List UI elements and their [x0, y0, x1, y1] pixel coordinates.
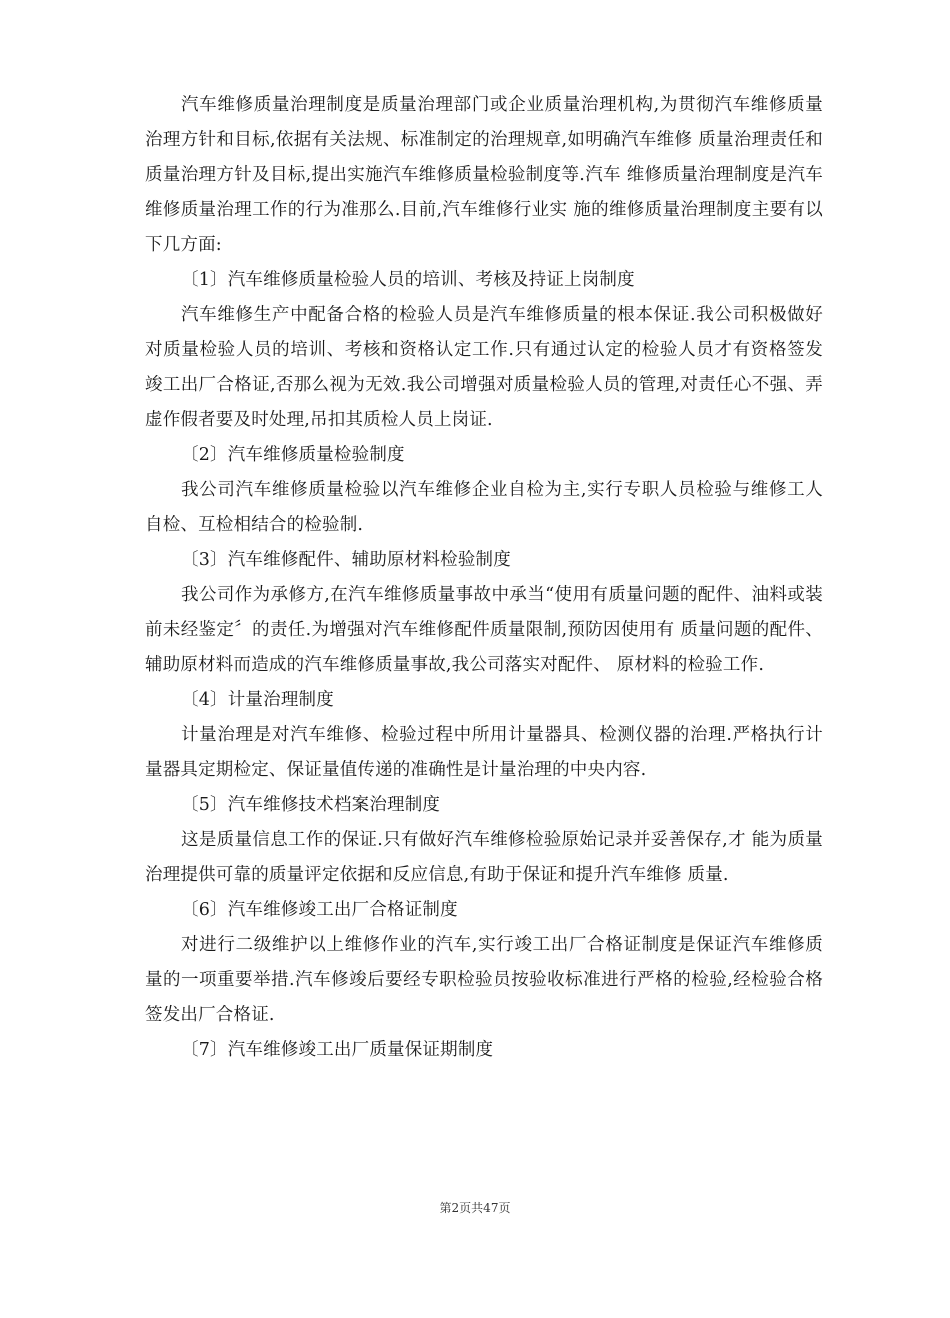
- section-heading: 〔7〕汽车维修竣工出厂质量保证期制度: [181, 1040, 494, 1060]
- section-heading: 〔4〕计量治理制度: [181, 690, 334, 710]
- section-heading: 〔2〕汽车维修质量检验制度: [181, 445, 405, 465]
- document-body: [145, 88, 823, 1068]
- section-heading: 〔1〕汽车维修质量检验人员的培训、考核及持证上岗制度: [181, 270, 635, 290]
- body-paragraph: 我公司作为承修方,在汽车维修质量事故中承当“使用有质量问题的配件、油料或装前未经鉴定〞的责任.为增强对汽车维修配件质量限制,预防因使用有 质量问题的配件、辅助原材料而造成的汽车维修质量事故,我公司落实对配件、 原材料的检验工作.: [145, 585, 823, 675]
- section-heading: 〔6〕汽车维修竣工出厂合格证制度: [181, 900, 458, 920]
- section-heading: 〔3〕汽车维修配件、辅助原材料检验制度: [181, 550, 511, 570]
- body-paragraph: 汽车维修生产中配备合格的检验人员是汽车维修质量的根本保证.我公司积极做好对质量检验人员的培训、考核和资格认定工作.只有通过认定的检验人员才有资格签发竣工出厂合格证,否那么视为无效.我公司增强对质量检验人员的管理,对责任心不强、弄虚作假者要及时处理,吊扣其质检人员上岗证.: [145, 305, 823, 430]
- body-paragraph: 这是质量信息工作的保证.只有做好汽车维修检验原始记录并妥善保存,才 能为质量治理提供可靠的质量评定依据和反应信息,有助于保证和提升汽车维修 质量.: [145, 830, 823, 885]
- body-paragraph: 我公司汽车维修质量检验以汽车维修企业自检为主,实行专职人员检验与维修工人自检、互检相结合的检验制.: [145, 480, 823, 535]
- body-paragraph: 汽车维修质量治理制度是质量治理部门或企业质量治理机构,为贯彻汽车维修质量治理方针和目标,依据有关法规、标准制定的治理规章,如明确汽车维修 质量治理责任和质量治理方针及目标,提出实施汽车维修质量检验制度等.汽车 维修质量治理制度是汽车维修质量治理工作的行为准那么.目前,汽车维修行业实 施的维修质量治理制度主要有以下几方面:: [145, 95, 823, 255]
- body-paragraph: 计量治理是对汽车维修、检验过程中所用计量器具、检测仪器的治理.严格执行计量器具定期检定、保证量值传递的准确性是计量治理的中央内容.: [145, 725, 823, 780]
- page-footer: 第2页共47页: [439, 1201, 511, 1215]
- section-heading: 〔5〕汽车维修技术档案治理制度: [181, 795, 441, 815]
- body-paragraph: 对进行二级维护以上维修作业的汽车,实行竣工出厂合格证制度是保证汽车维修质量的一项重要举措.汽车修竣后要经专职检验员按验收标准进行严格的检验,经检验合格签发出厂合格证.: [145, 935, 823, 1025]
